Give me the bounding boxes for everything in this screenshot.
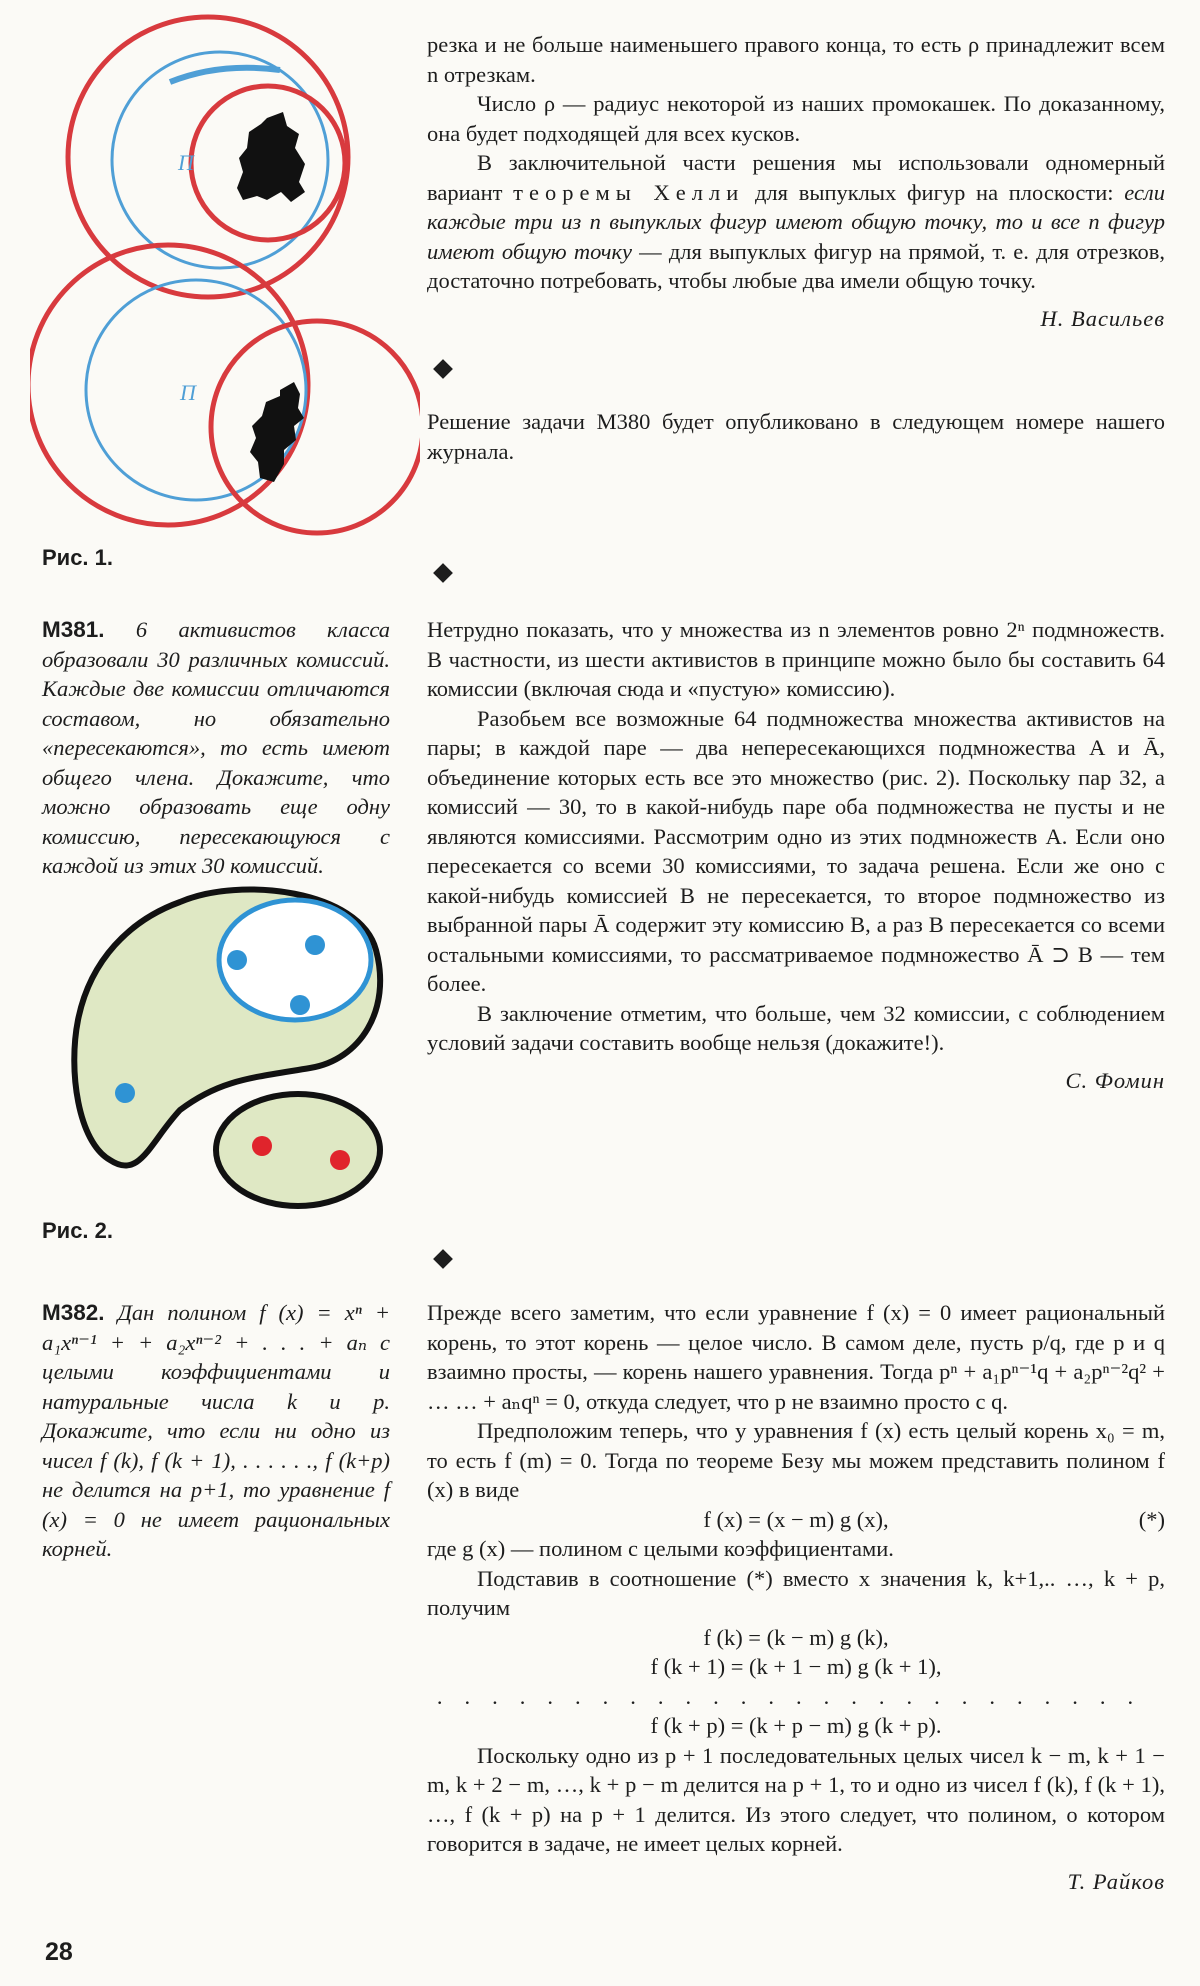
m381-paragraph-3: В заключение отметим, что больше, чем 32 комиссии, с соблюдением условий задачи составить вообще нельзя (докажите!).	[427, 1000, 1165, 1055]
m382-statement: М382. Дан полином f (x) = xⁿ + a₁xⁿ⁻¹ + + a₂xⁿ⁻² + . . . + aₙ с целыми коэффициентами и натуральные числа k и p. Докажите, что если ни одно из чисел f (k), f (k + 1), . . . . . ., f (k+p) не делится на p+1, то уравнение f (x) = 0 не имеет рациональных корней.	[42, 1300, 391, 1561]
equation-tag: (*)	[1138, 1506, 1165, 1532]
m381-label: М381.	[42, 617, 105, 642]
m382-author: Т. Райков	[1067, 1868, 1165, 1894]
m379-paragraph-2: Число ρ — радиус некоторой из наших промокашек. По доказанному, она будет подходящей для всех кусков.	[427, 91, 1165, 146]
m382-paragraph-2: Предположим теперь, что у уравнения f (x) есть целый корень x₀ = m, то есть f (m) = 0. Тогда по теореме Безу мы можем представить полином f (x) в виде	[427, 1418, 1165, 1502]
fig1-blue-arc-bold	[170, 68, 280, 82]
figure-1	[30, 10, 420, 540]
fig1-left-red-circle-bottom	[30, 245, 308, 525]
fig2-dot-blue-4	[115, 1083, 135, 1103]
fig2-dot-red-1	[252, 1136, 272, 1156]
m380-note: Решение задачи М380 будет опубликовано в следующем номере нашего журнала.	[427, 409, 1165, 464]
m381-author: С. Фомин	[1065, 1067, 1165, 1093]
m382-equation-star: f (x) = (x − m) g (x), (*)	[427, 1505, 1165, 1535]
m382-equation-3: f (k + p) = (k + p − m) g (k + p).	[650, 1713, 942, 1738]
figure-2-caption: Рис. 2.	[42, 1218, 114, 1243]
fig1-label-p-bottom: П	[180, 380, 196, 405]
m381-solution	[427, 615, 1165, 1095]
fig1-blot-bottom	[250, 382, 304, 482]
m382-equation-dots: ..........................	[436, 1683, 1156, 1709]
helly-theorem-term: теоремы Хелли	[513, 179, 745, 205]
separator-diamond-3	[433, 1249, 453, 1269]
m382-equation-1: f (k) = (k − m) g (k),	[703, 1624, 889, 1650]
fig2-dot-red-2	[330, 1150, 350, 1170]
m379-solution-end	[427, 30, 1165, 333]
m382-paragraph-4: Подставив в соотношение (*) вместо x значения k, k+1,.. …, k + p, получим	[427, 1565, 1165, 1620]
fig1-label-p-top: П	[178, 150, 194, 175]
separator-diamond-1	[433, 359, 453, 379]
m381-paragraph-2: Разобьем все возможные 64 подмножества множества активистов на пары; в каждой паре — два непересекающихся подмножества A и Ā, объединение которых есть все это множество (рис. 2). Поскольку пар 32, а комиссий — 30, то в какой-нибудь паре оба подмножества не пусты и не являются комиссиями. Рассмотрим одно из этих подмножеств A. Если оно пересекается со всеми 30 комиссиями, то задача решена. Если же оно с какой-нибудь комиссией B не пересекается, то второе подмножество из выбранной пары Ā содержит эту комиссию B, а раз B пересекается со всеми остальными комиссиями, то рассматриваемое подмножество Ā ⊃ B — тем более.	[427, 705, 1165, 996]
fig2-dot-blue-3	[290, 995, 310, 1015]
page-number: 28	[45, 1938, 73, 1966]
fig2-red-subset	[216, 1094, 380, 1206]
m379-paragraph-1: резка и не больше наименьшего правого конца, то есть ρ принадлежит всем n отрезкам.	[427, 32, 1165, 87]
m382-paragraph-3: где g (x) — полином с целыми коэффициентами.	[427, 1536, 894, 1561]
m381-statement: М381. 6 активистов класса образовали 30 различных комиссий. Каждые две комиссии отличаются составом, но обязательно «пересекаются», то есть имеют общего члена. Докажите, что можно образовать еще одну комиссию, пересекающуюся с каждой из этих 30 комиссий.	[42, 617, 391, 878]
m382-paragraph-1: Прежде всего заметим, что если уравнение f (x) = 0 имеет рациональный корень, то этот корень — целое число. В самом деле, пусть p/q, где p и q взаимно просты, — корень нашего уравнения. Тогда pⁿ + a₁pⁿ⁻¹q + a₂pⁿ⁻²q² + … … + aₙqⁿ = 0, откуда следует, что p не взаимно просто с q.	[427, 1300, 1165, 1414]
m382-paragraph-5: Поскольку одно из p + 1 последовательных целых чисел k − m, k + 1 − m, k + 2 − m, …, k + p − m делится на p + 1, то и одно из чисел f (k), f (k + 1), …, f (k + p) на p + 1 делится. Из этого следует, что полином, о котором говорится в задаче, не имеет целых корней.	[427, 1742, 1165, 1856]
figure-1-caption: Рис. 1.	[42, 545, 114, 570]
m379-author: Н. Васильев	[1040, 305, 1165, 331]
helly-theorem-statement: если каждые три из n выпуклых фигур имеют общую точку, то и все n фигур имеют общую точку	[427, 179, 1165, 264]
fig2-dot-blue-2	[305, 935, 325, 955]
fig2-dot-blue-1	[227, 950, 247, 970]
m382-label: М382.	[42, 1300, 105, 1325]
fig1-blot-top	[237, 112, 305, 202]
separator-diamond-2	[433, 563, 453, 583]
m382-equation-2: f (k + 1) = (k + 1 − m) g (k + 1),	[650, 1654, 942, 1679]
fig1-right-red-circle-bottom	[211, 321, 420, 533]
m382-solution	[427, 1298, 1165, 1896]
m379-paragraph-3: В заключительной части решения мы использовали одномерный вариант теоремы Хелли для выпуклых фигур на плоскости: если каждые три из n выпуклых фигур имеют общую точку, то и все n фигур имеют общую точку — для выпуклых фигур на прямой, т. е. для отрезков, достаточно потребовать, чтобы любые два имели общую точку.	[427, 150, 1166, 293]
figure-2	[70, 880, 390, 1210]
m381-paragraph-1: Нетрудно показать, что у множества из n элементов ровно 2ⁿ подмножеств. В частности, из шести активистов в принципе можно было бы составить 64 комиссии (включая сюда и «пустую» комиссию).	[427, 617, 1165, 701]
